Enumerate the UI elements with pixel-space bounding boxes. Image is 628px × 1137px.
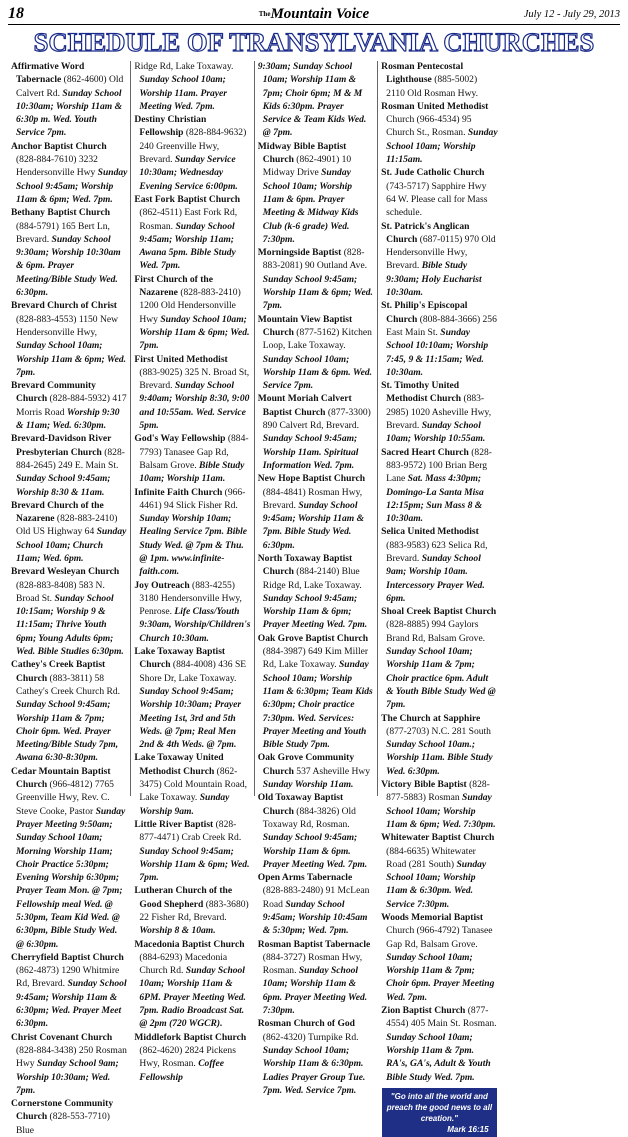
church-name: Oak Grove Baptist Church (257, 632, 369, 644)
church-address: (828-883-4553) 1150 New Hendersonville Hwy, (16, 313, 118, 338)
church-schedule: 9:30am; Sunday School 10am; Worship 11am & 7pm; Choir 6pm; M & M Kids 6:30pm. Prayer Service & Team Kids Wed. @ 7pm. (257, 61, 367, 139)
church-schedule: Sunday School 10am; Worship 11am & 6pm. Prayer Meeting Wed. 7:30pm. (262, 965, 368, 1017)
church-listing (134, 60, 250, 113)
church-schedule: Worship 8 & 10am. (139, 925, 216, 937)
church-address: Ridge Rd, Lake Toxaway. (134, 61, 234, 72)
church-listing (11, 299, 127, 379)
church-schedule: Life Class/Youth 9:30am, Worship/Children's Church 10:30am. (139, 606, 251, 644)
church-address: (966-4461) 94 Slick Fisher Rd. (139, 486, 246, 511)
church-listing (258, 1017, 374, 1097)
church-name: Little River Baptist (134, 818, 216, 830)
church-schedule: Sunday School 9:45am; Worship 11am & 6pm; Wed. 7pm. (16, 167, 128, 205)
scripture-callout (382, 1088, 496, 1137)
page-number: 18 (8, 5, 24, 22)
church-listing (11, 206, 127, 299)
church-name: God's Way Fellowship (134, 433, 228, 445)
church-name: Bethany Baptist Church (11, 207, 111, 219)
church-address: (828-884-7610) 3232 Hendersonville Hwy (16, 154, 98, 179)
church-address: (883-3680) 22 Fisher Rd, Brevard. (139, 898, 249, 923)
church-address: (877-4554) 405 Main St. Rosman. (386, 1005, 497, 1030)
church-listing (258, 751, 374, 791)
church-name: Rosman Baptist Tabernacle (257, 938, 371, 950)
church-address: (883-2985) 1020 Asheville Hwy, Brevard. (386, 393, 492, 432)
church-name: Lutheran Church of the Good Shepherd (134, 885, 233, 910)
church-address: (884-3826) Old Toxaway Rd, Rosman. (262, 805, 356, 830)
church-address: (862-4620) 2824 Pickens Hwy, Rosman. (139, 1044, 236, 1070)
church-name: Brevard Church of the Nazarene (11, 499, 104, 525)
church-listing (381, 712, 497, 778)
church-schedule: Sunday School 10am.; Worship 11am. Bible Study Wed. 6:30pm. (386, 739, 493, 777)
church-listing (11, 658, 127, 764)
church-address: (884-7793) Tanasee Gap Rd, Balsam Grove. (139, 433, 249, 471)
church-name: Cedar Mountain Baptist Church (11, 765, 111, 791)
church-name: Brevard Wesleyan Church (11, 566, 120, 578)
church-listing (381, 831, 497, 911)
church-name: Cornerstone Community Church (11, 1098, 114, 1123)
church-address: (884-4008) 436 SE Shore Dr, Lake Toxaway. (139, 659, 247, 684)
church-schedule: Sunday School 10:10am; Worship 7:45, 9 & 11:15am; Wed. 10:30am. (386, 326, 489, 378)
masthead-prefix: The (258, 10, 271, 18)
church-listing (134, 486, 250, 579)
church-schedule: Worship 9:30 & 11am; Wed. 6:30pm. (16, 406, 120, 432)
church-schedule: Sunday School 10am; Worship 10:55am. (386, 420, 486, 445)
church-name: St. Patrick's Anglican Church (381, 220, 470, 245)
church-listing (258, 938, 374, 1018)
church-schedule: Sunday School 9:30am; Worship 10:30am & 6pm. Prayer Meeting/Bible Study Wed. 6:30pm. (16, 233, 121, 299)
column-2 (131, 60, 253, 1083)
church-address: (883-4255) 3180 Hendersonville Hwy, Penrose. (139, 579, 242, 618)
church-address: (828-883-2410) Old US Highway 64 (16, 513, 118, 538)
church-listings (8, 60, 620, 1136)
church-listing (258, 552, 374, 632)
church-listing (258, 472, 374, 552)
church-name: Rosman Church of God (257, 1018, 355, 1030)
column-4 (378, 60, 500, 1134)
church-listing (11, 1031, 127, 1097)
church-schedule: Sunday Service 10:30am; Wednesday Evening Service 6:00pm. (139, 154, 238, 192)
church-address: (877-3300) 890 Calvert Rd, Brevard. (262, 406, 371, 432)
church-listing (381, 1004, 497, 1084)
church-schedule: Sat. Mass 4:30pm; Domingo-La Santa Misa 12:15pm; Sun Mass 8 & 10:30am. (386, 473, 484, 525)
church-address: (884-6293) Macedonia Church Rd. (139, 951, 228, 977)
church-name: Shoal Creek Baptist Church (381, 606, 497, 618)
church-schedule: Sunday Worship 10am; Healing Service 7pm. Bible Study Wed. @ 7pm & Thu. @ 1pm. www.infinite-faith.com. (139, 513, 248, 578)
church-address: (828-883-2410) 1200 Old Hendersonville Hwy (139, 287, 241, 325)
church-listing (11, 565, 127, 658)
church-address: (828-884-3438) 250 Rosman Hwy (16, 1044, 127, 1070)
church-listing (11, 951, 127, 1031)
church-schedule: Sunday School 10am; Worship 11am & 6PM. Prayer Meeting Wed. 7pm. Radio Broadcast Sat. @ 2pm (720 WGCR). (139, 965, 246, 1030)
church-address: (883-9025) 325 N. Broad St, Brevard. (139, 366, 250, 392)
church-schedule: Sunday School 10:30am; Worship 11am & 6:30p m. Wed. Youth Service 7pm. (16, 87, 123, 139)
church-name: Woods Memorial Baptist (381, 912, 484, 923)
church-listing (381, 605, 497, 711)
church-schedule: Sunday School 10am; Worship 11am & 7pm. RA's, GA's, Adult & Youth Bible Study Wed. 7pm. (386, 1031, 491, 1083)
church-address: (883-9583) 623 Selica Rd, Brevard. (386, 539, 488, 564)
church-listing (381, 778, 497, 831)
church-schedule: Sunday School 9:45am; Worship 11am & 7pm. Bible Study Wed. 6:30pm. (262, 499, 365, 551)
church-name: New Hope Baptist Church (257, 473, 366, 485)
church-address: (828-883-2081) 90 Outland Ave. (262, 247, 368, 272)
church-listing (258, 313, 374, 393)
church-schedule: Sunday School 9am; Worship 10:30am; Wed. 7pm. (16, 1058, 119, 1096)
church-name: The Church at Sapphire (381, 712, 481, 724)
church-name: Zion Baptist Church (381, 1005, 468, 1017)
church-schedule: Sunday School 10am; Worship 11am. Prayer Meeting Wed. 7pm. (139, 74, 227, 112)
church-listing (134, 751, 250, 817)
church-listing (134, 579, 250, 645)
church-name: Cathey's Creek Baptist Church (11, 659, 106, 684)
church-name: Affirmative Word Tabernacle (11, 61, 85, 86)
church-name: St. Jude Catholic Church (381, 167, 485, 179)
church-name: Whitewater Baptist Church (381, 832, 495, 844)
church-name: Rosman Pentecostal Lighthouse (381, 61, 464, 86)
church-address: (862-4901) 10 Midway Drive (262, 154, 352, 179)
church-schedule: Sunday School 9:45am; Worship 11am & 7pm; Choir 6pm. Wed. Prayer Meeting/Bible Study 7pm, Awana 6:30-8:30pm. (16, 699, 119, 764)
church-schedule: Sunday School 10am; Worship 11:15am. (386, 127, 498, 166)
church-schedule: Sunday School 9:45am; Worship 11am & 6pm; Prayer Meeting Wed. 7pm. (262, 592, 368, 631)
church-name: Cherryfield Baptist Church (11, 951, 124, 963)
church-listing (134, 818, 250, 884)
church-address: (828-877-5883) Rosman (386, 779, 490, 804)
church-listing (11, 140, 127, 206)
church-name: East Fork Baptist Church (134, 193, 241, 205)
church-name: Sacred Heart Church (381, 446, 472, 458)
church-name: Middlefork Baptist Church (134, 1031, 247, 1043)
church-schedule: Sunday School 10am; Worship 11am & 6pm; Wed. 7:30pm. (386, 792, 496, 830)
church-listing (134, 353, 250, 433)
church-listing (381, 525, 497, 605)
church-listing (381, 379, 497, 445)
church-name: Oak Grove Community Church (257, 752, 355, 777)
church-schedule: Sunday School 9:45am; Worship 11am & 6pm; Wed. 7pm. (262, 273, 373, 312)
church-schedule: Bible Study 10am; Worship 11am. (139, 459, 245, 485)
church-name: First Church of the Nazarene (134, 273, 213, 299)
church-name: Brevard Church of Christ (11, 300, 117, 312)
church-listing (258, 60, 374, 140)
church-listing (134, 938, 250, 1031)
church-listing (11, 765, 127, 951)
church-listing (134, 193, 250, 273)
church-schedule: Sunday School 9:40am; Worship 8:30, 9:00 and 10:55am. Wed. Service 5pm. (139, 380, 250, 432)
church-address: (877-5162) Kitchen Loop, Lake Toxaway. (262, 326, 372, 352)
church-schedule: Sunday School 10am; Church 11am; Wed. 6pm. (16, 526, 127, 564)
column-3 (255, 60, 377, 1096)
scripture-reference: Mark 16:15 (447, 1124, 489, 1134)
church-name: Rosman United Methodist (381, 100, 489, 112)
church-address: (884-5791) 165 Bert Ln, Brevard. (16, 220, 110, 245)
church-name: Mountain View Baptist Church (257, 313, 353, 338)
church-listing (134, 113, 250, 193)
church-address: (884-3727) Rosman Hwy, Rosman. (262, 951, 363, 977)
church-schedule: Sunday School 9:45am; Worship 11am & 6:30pm; Wed. Prayer Meet 6:30pm. (16, 978, 127, 1030)
church-listing (134, 1031, 250, 1084)
church-address: (862-4873) 1290 Whitmire Rd, Brevard. (16, 965, 120, 990)
church-schedule: Sunday School 9:45am; Worship 11am & 6pm. Prayer Meeting Wed. 7pm. (262, 832, 368, 870)
church-name: Macedonia Baptist Church (134, 938, 245, 950)
church-listing (381, 166, 497, 219)
church-schedule: Sunday School 10am; Worship 11am & 6pm; Wed. 7pm. (139, 313, 250, 352)
church-listing (134, 884, 250, 937)
church-address: (966-4812) 7765 Greenville Hwy, Rev. C. Steve Cooke, Pastor (16, 779, 114, 817)
church-name: Lake Toxaway Baptist Church (134, 646, 226, 671)
church-address: (828-884-9632) 240 Greenville Hwy, Brevard. (139, 127, 247, 166)
church-address: (877-2703) N.C. 281 South (386, 725, 491, 737)
church-address: (828-553-7710) Blue (16, 1111, 110, 1136)
church-address: (828-8885) 994 Gaylors Brand Rd, Balsam Grove. (386, 619, 486, 644)
church-name: Brevard Community Church (11, 380, 96, 405)
church-address: (862-4320) Turnpike Rd. (262, 1031, 359, 1043)
church-address: (884-4841) Rosman Hwy, Brevard. (262, 486, 363, 511)
church-name: St. Philip's Episcopal Church (381, 300, 468, 325)
church-listing (381, 446, 497, 526)
church-name: Anchor Baptist Church (11, 140, 107, 152)
church-name: First United Methodist (134, 353, 228, 365)
church-listing (258, 791, 374, 871)
scripture-quote: "Go into all the world and preach the good news to all creation." (386, 1091, 493, 1123)
church-address: (808-884-3666) 256 East Main St. (386, 313, 497, 338)
church-listing (134, 432, 250, 485)
church-listing (381, 60, 497, 100)
church-listing (258, 871, 374, 937)
church-address: Church (966-4534) 95 Church St., Rosman. (386, 114, 472, 139)
column-1 (8, 60, 130, 1136)
church-schedule: Coffee Fellowship (139, 1058, 224, 1083)
church-listing (381, 299, 497, 379)
church-listing (381, 100, 497, 166)
church-address: (862-4600) Old Calvert Rd. (16, 74, 124, 99)
church-listing (11, 499, 127, 565)
church-schedule: Sunday School 9:45am; Worship 8:30 & 11am. (16, 473, 111, 498)
church-name: North Toxaway Baptist Church (257, 552, 353, 578)
church-schedule: Sunday School 9:45am; Worship 10:30am; Prayer Meeting 1st, 3rd and 5th Weds. @ 7pm; Real Men 2nd & 4th Weds. @ 7pm. (139, 685, 242, 751)
church-schedule: Sunday School 9:45am; Worship 11am; Awana 5pm. Bible Study Wed. 7pm. (139, 220, 236, 272)
church-address: (828-884-2645) 249 E. Main St. (16, 446, 125, 471)
page-header (8, 4, 620, 25)
church-listing (11, 379, 127, 432)
church-address: (884-3987) 649 Kim Miller Rd, Lake Toxaway. (262, 646, 369, 671)
church-name: Lake Toxaway United Methodist Church (134, 752, 224, 777)
church-schedule: Sunday Worship 11am. (262, 779, 354, 791)
church-listing (11, 1097, 127, 1137)
church-schedule: Sunday Prayer Meeting 9:50am; Sunday School 10am; Morning Worship 11am; Choir Practice 5:30pm; Evening Worship 6:30pm; Prayer Team Mon. @ 7pm; Fellowship meal Wed. @ 5:30pm, Team Kid Wed. @ 6:30pm, Bible Study Wed. @ 6:30pm. (16, 805, 126, 950)
church-name: St. Timothy United Methodist Church (381, 380, 464, 405)
church-name: Brevard-Davidson River Presbyterian Church (11, 433, 112, 458)
church-address: (828-877-4471) Crab Creek Rd. (139, 818, 242, 844)
church-schedule: Sunday School 10am; Worship 11am & 6pm; Wed. 7pm. (16, 340, 127, 378)
church-listing (381, 220, 497, 300)
church-schedule: Sunday School 10am; Worship 11am & 7pm; Choir practice 6pm. Adult & Youth Bible Study Wed @ 7pm. (386, 646, 496, 711)
church-schedule: Sunday School 10am; Worship 11am & 7pm; Choir 6pm. Prayer Meeting Wed. 7pm. (386, 951, 495, 1003)
church-name: Selica United Methodist (381, 526, 479, 538)
church-schedule: Sunday School 9:45am; Worship 11am & 6pm; Wed. 7pm. (139, 845, 250, 884)
church-name: Victory Bible Baptist (381, 779, 470, 791)
church-name: Christ Covenant Church (11, 1031, 113, 1043)
church-name: Open Arms Tabernacle (257, 872, 353, 884)
church-address: (828-884-5932) 417 Morris Road (16, 393, 127, 418)
church-listing (258, 632, 374, 752)
church-address: (885-5002) 2110 Old Rosman Hwy. (386, 74, 479, 99)
church-address: (687-0115) 970 Old Hendersonville Hwy, Brevard. (386, 233, 496, 272)
church-listing (11, 432, 127, 498)
church-schedule: Sunday School 10am; Worship 11am & 6pm. Wed. Service 7pm. (262, 353, 373, 392)
church-address: (884-6635) Whitewater Road (281 South) (386, 845, 476, 870)
church-schedule: Bible Study 9:30am; Holy Eucharist 10:30am. (386, 260, 482, 299)
issue-dateline: July 12 - July 29, 2013 (523, 9, 620, 20)
church-name: Destiny Christian Fellowship (134, 114, 207, 139)
page-title: SCHEDULE OF TRANSYLVANIA CHURCHES (33, 27, 595, 57)
church-schedule: Sunday Worship 9am. (139, 792, 230, 817)
church-address: (828-883-8408) 583 N. Broad St. (16, 579, 105, 604)
church-name: Mount Moriah Calvert Baptist Church (257, 393, 352, 418)
church-listing (258, 140, 374, 246)
church-schedule: Sunday School 10am; Worship 11am & 6:30pm; Team Kids 6:30pm; Choir practice 7:30pm. Wed. Services: Prayer Meeting and Youth Bible Study 7pm. (262, 659, 373, 751)
church-listing (134, 273, 250, 353)
church-schedule: Sunday School 9am; Worship 10am. Intercessory Prayer Wed. 6pm. (386, 552, 485, 604)
church-address: (883-3811) 58 Cathey's Creek Church Rd. (16, 672, 121, 697)
church-name: Morningside Baptist (257, 247, 344, 259)
church-address: (862-4511) East Fork Rd, Rosman. (139, 207, 238, 232)
church-address: (828-883-9572) 100 Brian Berg Lane (386, 446, 492, 485)
church-schedule: Sunday School 9:45am; Worship 11am. Spiritual Information Wed. 7pm. (262, 433, 359, 471)
church-schedule: Sunday School 10am; Worship 11am & 6:30pm. Wed. Service 7:30pm. (386, 858, 487, 910)
church-address: 537 Asheville Hwy (296, 765, 371, 777)
church-name: Old Toxaway Baptist Church (257, 792, 344, 817)
masthead-title: Mountain Voice (270, 6, 370, 22)
church-address: (862-3475) Cold Mountain Road, Lake Toxaway. (139, 765, 248, 804)
church-listing (11, 60, 127, 140)
church-schedule: Sunday School 10am; Worship 11am & 6:30pm. Ladies Prayer Group Tue. 7pm. Wed. Service 7pm. (262, 1044, 366, 1096)
church-schedule: Sunday School 10:15am; Worship 9 & 11:15am; Thrive Youth 6pm; Young Adults 6pm; Wed. Bible Studies 6:30pm. (16, 592, 124, 658)
church-schedule: Sunday School 9:45am; Worship 10:45am & 5:30pm; Wed. 7pm. (262, 898, 368, 937)
church-address: Church (966-4792) Tanasee Gap Rd, Balsam Grove. (386, 925, 493, 950)
church-listing (381, 911, 497, 1004)
church-address: (743-5717) Sapphire Hwy 64 W. Please call for Mass schedule. (386, 180, 488, 219)
church-address: (828-883-2480) 91 McLean Road (262, 885, 370, 910)
church-listing (258, 392, 374, 472)
church-name: Midway Bible Baptist Church (257, 140, 347, 166)
church-listing (134, 645, 250, 751)
church-address: (884-2140) Blue Ridge Rd, Lake Toxaway. (262, 566, 362, 591)
church-listing (258, 246, 374, 312)
church-schedule: Sunday School 10am; Worship 11am & 6pm. Prayer Meeting & Midway Kids Club (k-6 grade) Wed. 7:30pm. (262, 167, 359, 245)
church-name: Joy Outreach (134, 579, 193, 591)
church-name: Infinite Faith Church (134, 486, 225, 498)
